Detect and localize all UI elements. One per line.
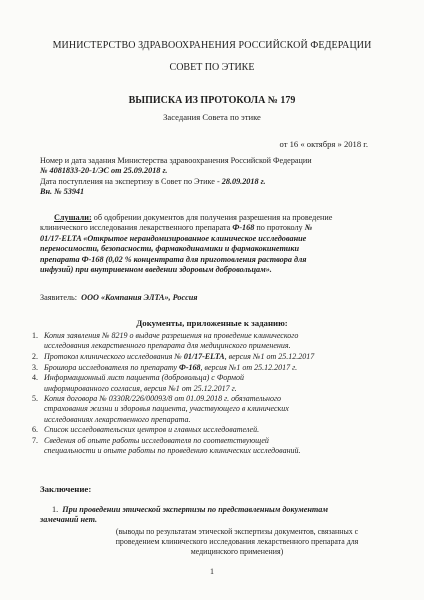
list-item [32, 436, 388, 456]
conclusion-item [40, 505, 386, 526]
item-text: Информационный лист пациента (добровольца) с Формой [44, 373, 244, 383]
item-text: специальности и опыте работы по проведению клинических исследований. [44, 446, 301, 456]
conclusion-line-1 [40, 505, 386, 515]
applicant-label: Заявитель: [40, 293, 78, 302]
item-number: 2. [32, 351, 38, 361]
internal-number: Вн. № 53941 [40, 187, 85, 197]
received-date-value: 28.09.2018 г. [221, 176, 266, 186]
list-item [32, 352, 388, 362]
item-text: исследования лекарственного препарата для медицинского применения. [44, 341, 291, 351]
item-number: 6. [32, 425, 38, 435]
item-text: информированного согласия, версия №1 от 25.12.2017 г. [44, 383, 237, 393]
received-date-label: Дата поступления на экспертизу в Совет по Этике - [40, 176, 222, 186]
ministry-name: МИНИСТЕРСТВО ЗДРАВООХРАНЕНИЯ РОССИЙСКОЙ ФЕДЕРАЦИИ [52, 40, 372, 51]
item-text: Копия заявления № 8219 о выдаче разрешения на проведение клинического [44, 331, 299, 340]
task-info [40, 156, 386, 198]
item-text: Список исследовательских центров и главных исследователей. [44, 425, 260, 435]
item-text-part: , версия №1 от 25.12.2017 г. [200, 362, 298, 372]
item-text: Копия договора № 0330R/226/00093/8 от 01.09.2018 г. обязательного [44, 394, 282, 404]
conclusion-note-line: проведением клинического исследования лекарственного препарата для [115, 537, 359, 546]
list-item [32, 363, 388, 373]
heard-line-3 [40, 234, 386, 244]
protocol-date: от 16 « октября » 2018 г. [279, 139, 368, 149]
council-name: СОВЕТ ПО ЭТИКЕ [169, 62, 255, 73]
conclusion-text-1: При проведении этической экспертизы по представленным документам [62, 505, 328, 514]
heard-text-2a: клинического исследования лекарственного препарата [40, 223, 233, 233]
applicant-line [40, 293, 198, 304]
documents-heading: Документы, приложенные к заданию: [136, 318, 288, 328]
protocol-no-sign: № [304, 223, 313, 233]
item-text: исследованиях лекарственного препарата. [44, 414, 191, 424]
item-text-part: Брошюра исследователя по препарату [44, 362, 180, 372]
applicant-value: ООО «Компания ЭЛТА», Россия [81, 293, 198, 302]
heard-text-2c: по протоколу [254, 223, 305, 233]
conclusion-note-line: (выводы по результатам этической экспертизы документов, связанных с [115, 527, 359, 536]
heard-text-1: об одобрении документов для получения разрешения на проведение [91, 213, 333, 222]
conclusion-heading: Заключение: [40, 484, 92, 494]
conclusion-line-2: замечаний нет. [40, 515, 98, 525]
page-number: 1 [210, 567, 214, 576]
heard-line-6: инфузий) при внутривенном введении здоровым добровольцам». [40, 265, 272, 275]
received-date-line [40, 177, 386, 187]
item-text: Сведения об опыте работы исследователя по соответствующей [44, 436, 269, 446]
item-number: 7. [32, 436, 38, 446]
heard-label: Слушали: [54, 213, 92, 222]
item-number: 1. [32, 331, 38, 340]
item-text [44, 352, 388, 362]
documents-list [32, 331, 388, 457]
list-item [32, 425, 388, 435]
task-number-value: № 4081833-20-1/ЭС от 25.09.2018 г. [40, 166, 168, 176]
heard-line-2 [40, 223, 386, 233]
heard-paragraph [40, 213, 386, 275]
list-item [32, 394, 388, 425]
item-text-part: , версия №1 от 25.12.2017 [224, 351, 315, 361]
conclusion-number: 1. [52, 505, 59, 514]
protocol-code: 01/17-ELTA [40, 233, 82, 243]
heard-line-4: переносимости, безопасности, фармакодинамики и фармакокинетики [40, 244, 300, 254]
protocol-code: 01/17-ELTA [183, 351, 225, 361]
task-number-label: Номер и дата задания Министерства здравоохранения Российской Федерации [40, 156, 312, 165]
item-number: 5. [32, 394, 38, 404]
item-number: 3. [32, 362, 38, 372]
item-text: страхования жизни и здоровья пациента, участвующего в клинических [44, 404, 289, 414]
heard-line-5: препарата Ф-168 (0,02 % концентрата для приготовления раствора для [40, 254, 307, 264]
item-number: 4. [32, 373, 38, 383]
heard-text-3b: «Открытое нерандомизированное клиническое исследование [81, 233, 307, 243]
conclusion-note-line: медицинского применения) [190, 547, 284, 556]
heard-line-1 [40, 213, 386, 223]
list-item [32, 331, 388, 351]
conclusion-note [82, 527, 392, 557]
item-text-part: Протокол клинического исследования № [44, 351, 184, 361]
item-text [44, 363, 388, 373]
list-item [32, 373, 388, 393]
document-title: ВЫПИСКА ИЗ ПРОТОКОЛА № 179 [128, 95, 296, 106]
drug-name: Ф-168 [179, 362, 201, 372]
drug-name: Ф-168 [232, 223, 255, 233]
meeting-subtitle: Заседания Совета по этике [163, 112, 261, 122]
